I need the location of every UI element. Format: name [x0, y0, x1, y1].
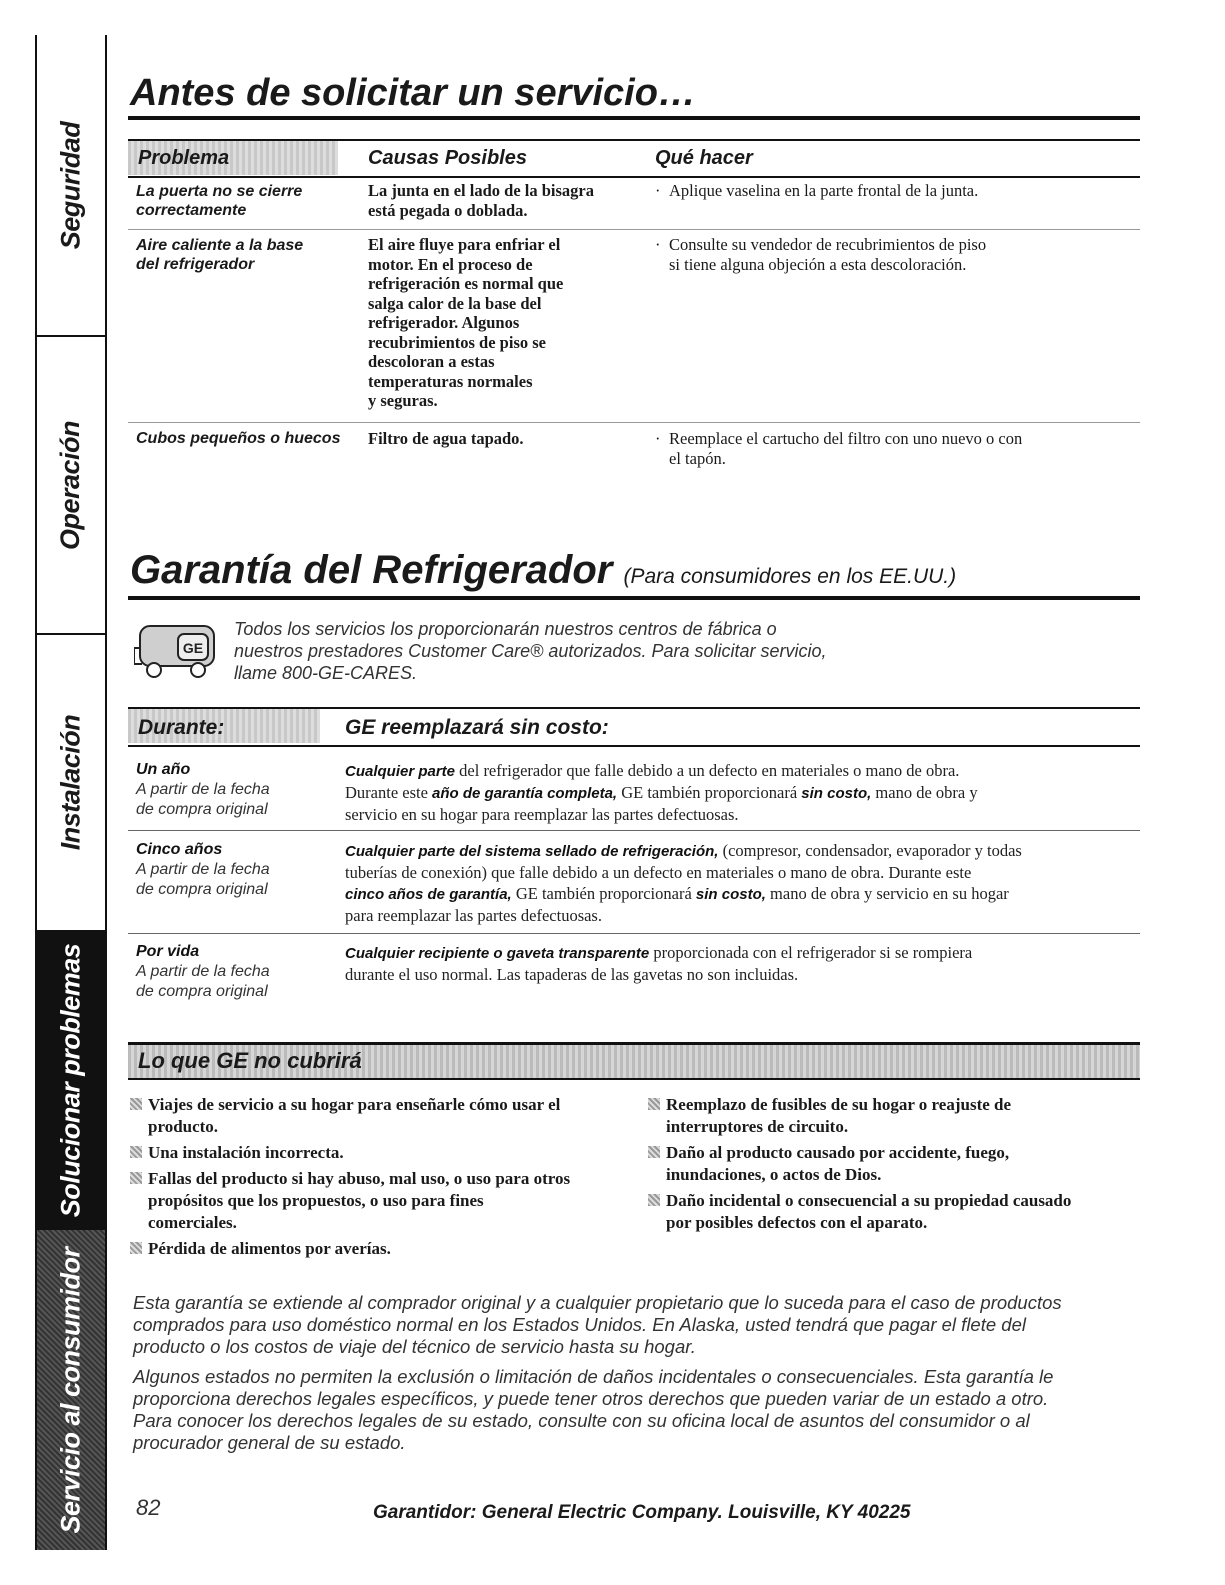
not-covered-item: [130, 1142, 630, 1164]
intro-line: llame 800-GE-CARES.: [234, 663, 418, 683]
todo-line: · Consulte su vendedor de recubrimientos de piso: [655, 235, 1125, 255]
item-line: Reemplazo de fusibles de su hogar o reajuste de: [666, 1095, 1012, 1114]
header-rule: [128, 745, 1140, 747]
item-line: Viajes de servicio a su hogar para enseñarle cómo usar el: [148, 1095, 561, 1114]
problem-line: correctamente: [136, 202, 247, 219]
item-line: Una instalación incorrecta.: [148, 1143, 344, 1162]
row-rule: [128, 229, 1140, 230]
para-line: Algunos estados no permiten la exclusión o limitación de daños incidentales o consecuenciales. Esta garantía le: [133, 1366, 1054, 1387]
item-line: propósitos que los propuestos, o uso para fines: [148, 1191, 484, 1210]
coverage-line: [345, 905, 1135, 926]
item-line: Pérdida de alimentos por averías.: [148, 1239, 391, 1258]
cause-line: La junta en el lado de la bisagra: [368, 181, 594, 200]
cause-line: descoloran a estas: [368, 352, 495, 371]
guarantor-line: Garantidor: General Electric Company. Louisville, KY 40225: [373, 1502, 911, 1523]
cause-cell: [368, 181, 618, 220]
todo-line: el tapón.: [669, 448, 726, 468]
period-note: A partir de la fecha: [136, 963, 270, 980]
intro-line: Todos los servicios los proporcionarán nuestros centros de fábrica o: [234, 619, 777, 639]
legal-rights-paragraph: [133, 1366, 1143, 1454]
period-label: Cinco años: [136, 841, 223, 858]
row-rule: [128, 933, 1140, 934]
coverage-keyword: cinco años de garantía,: [345, 886, 512, 903]
todo-cell: [655, 181, 1125, 201]
para-line: producto o los costos de viaje del técnico de servicio hasta su hogar.: [133, 1336, 696, 1357]
coverage-text: tuberías de conexión) que falle debido a un defecto en materiales o mano de obra. Durante este: [345, 863, 972, 882]
coverage-keyword: sin costo,: [801, 785, 872, 802]
coverage-text: para reemplazar las partes defectuosas.: [345, 906, 602, 925]
cause-line: recubrimientos de piso se: [368, 332, 546, 352]
problem-line: Aire caliente a la base: [136, 237, 304, 254]
warranty-rule: [128, 596, 1140, 600]
not-covered-item: [130, 1094, 630, 1138]
intro-line: nuestros prestadores Customer Care® autorizados. Para solicitar servicio,: [234, 641, 827, 661]
coverage-line: [345, 840, 1135, 862]
tab-label: Servicio al consumidor: [55, 1246, 86, 1534]
cause-line: refrigerador. Algunos: [368, 313, 520, 332]
cause-line: está pegada o doblada.: [368, 200, 528, 220]
period-note: A partir de la fecha: [136, 861, 270, 878]
cause-line: Filtro de agua tapado.: [368, 429, 524, 448]
not-covered-title: Lo que GE no cubrirá: [138, 1048, 362, 1073]
coverage-keyword: año de garantía completa,: [432, 785, 618, 802]
coverage-cell: [345, 942, 1135, 985]
todo-line: si tiene alguna objeción a esta descoloración.: [669, 254, 967, 274]
coverage-text: proporcionada con el refrigerador si se rompiera: [649, 943, 973, 962]
para-line: Para conocer los derechos legales de su estado, consulte con su oficina local de asuntos del consumidor o al: [133, 1410, 1030, 1431]
not-covered-item: [130, 1168, 630, 1234]
not-covered-item: [130, 1238, 630, 1260]
header-during: Durante:: [138, 716, 225, 739]
tab-label: Instalación: [55, 714, 86, 851]
coverage-keyword: Cualquier parte del sistema sellado de refrigeración,: [345, 843, 719, 860]
warranty-title: [130, 548, 956, 593]
coverage-line: [345, 942, 1135, 964]
coverage-text: mano de obra y servicio en su hogar: [765, 884, 1009, 903]
tab-operacion[interactable]: [37, 337, 105, 633]
tab-servicio-al-consumidor[interactable]: [37, 1230, 105, 1550]
coverage-keyword: Cualquier recipiente o gaveta transparente: [345, 945, 650, 962]
header-causes: Causas Posibles: [368, 147, 527, 169]
item-line: Daño al producto causado por accidente, fuego,: [666, 1143, 1010, 1162]
item-line: comerciales.: [148, 1213, 237, 1232]
period-cell: [136, 942, 270, 1002]
coverage-keyword: Cualquier parte: [345, 763, 456, 780]
tab-seguridad[interactable]: [37, 35, 105, 335]
cause-line: temperaturas normales: [368, 371, 533, 391]
period-cell: [136, 760, 270, 820]
coverage-text: Durante este: [345, 783, 433, 802]
header-problem: Problema: [138, 147, 230, 169]
period-cell: [136, 840, 270, 900]
coverage-cell: [345, 840, 1135, 926]
todo-line: · Reemplace el cartucho del filtro con uno nuevo o con: [655, 429, 1125, 449]
period-note: A partir de la fecha: [136, 781, 270, 798]
coverage-line: [345, 804, 1135, 825]
warranty-subtitle: (Para consumidores en los EE.UU.): [623, 565, 957, 588]
bullet-square-icon: [130, 1242, 142, 1254]
cause-line: El aire fluye para enfriar el: [368, 235, 561, 254]
problem-cell: [136, 429, 340, 448]
tab-solucionar-problemas[interactable]: [37, 930, 105, 1230]
cause-cell: [368, 429, 618, 449]
tab-label: Solucionar problemas: [55, 943, 86, 1217]
coverage-line: [345, 760, 1135, 782]
bullet-square-icon: [648, 1146, 660, 1158]
todo-cell: [655, 429, 1125, 468]
not-covered-item: [648, 1142, 1138, 1186]
coverage-text: mano de obra y: [871, 783, 978, 802]
header-todo: Qué hacer: [655, 147, 753, 169]
item-line: producto.: [148, 1117, 219, 1136]
item-line: por posibles defectos con el aparato.: [666, 1213, 928, 1232]
row-rule: [128, 422, 1140, 423]
coverage-text: GE también proporcionará: [511, 884, 696, 903]
warranty-title-text: Garantía del Refrigerador: [130, 548, 613, 592]
item-line: Daño incidental o consecuencial a su propiedad causado: [666, 1191, 1072, 1210]
problem-cell: [136, 182, 302, 220]
para-line: proporciona derechos legales específicos, y puede tener otros derechos que pueden variar de un estado a otro.: [133, 1388, 1049, 1409]
problem-line: del refrigerador: [136, 256, 255, 273]
item-line: inundaciones, o actos de Dios.: [666, 1165, 882, 1184]
cause-line: motor. En el proceso de: [368, 254, 533, 274]
tab-label: Operación: [55, 420, 86, 550]
coverage-text: servicio en su hogar para reemplazar las partes defectuosas.: [345, 805, 739, 824]
page-title: Antes de solicitar un servicio…: [130, 72, 696, 114]
tab-label: Seguridad: [55, 121, 86, 249]
page-number: 82: [136, 1495, 161, 1520]
title-rule: [128, 116, 1140, 120]
para-line: procurador general de su estado.: [133, 1432, 406, 1453]
coverage-line: [345, 964, 1135, 985]
coverage-line: [345, 883, 1135, 905]
not-covered-banner: [128, 1042, 1140, 1080]
coverage-keyword: sin costo,: [695, 886, 766, 903]
para-line: comprados para uso doméstico normal en los Estados Unidos. En Alaska, usted tendrá que pagar el flete del: [133, 1314, 1026, 1335]
coverage-text: GE también proporcionará: [617, 783, 802, 802]
not-covered-item: [648, 1190, 1138, 1234]
bullet-square-icon: [648, 1194, 660, 1206]
coverage-text: durante el uso normal. Las tapaderas de las gavetas no son incluidas.: [345, 965, 799, 984]
warranty-extent-paragraph: [133, 1292, 1143, 1358]
period-note: de compra original: [136, 983, 268, 1000]
para-line: Esta garantía se extiende al comprador original y a cualquier propietario que lo suceda para el caso de productos: [133, 1292, 1062, 1313]
coverage-line: [345, 782, 1135, 804]
item-line: Fallas del producto si hay abuso, mal uso, o uso para otros: [148, 1169, 571, 1188]
bullet-square-icon: [130, 1098, 142, 1110]
cause-line: y seguras.: [368, 391, 438, 410]
bullet-square-icon: [130, 1172, 142, 1184]
not-covered-left: [130, 1094, 630, 1264]
row-rule: [128, 830, 1140, 831]
cause-line: refrigeración es normal que: [368, 274, 564, 293]
problem-cell: [136, 236, 303, 274]
not-covered-item: [648, 1094, 1138, 1138]
coverage-line: [345, 862, 1135, 883]
not-covered-right: [648, 1094, 1138, 1238]
header-replace: GE reemplazará sin costo:: [345, 716, 609, 739]
bullet-square-icon: [130, 1146, 142, 1158]
todo-cell: [655, 235, 1125, 274]
service-truck-icon: [134, 618, 220, 682]
cause-line: salga calor de la base del: [368, 293, 542, 313]
todo-line: · Aplique vaselina en la parte frontal de la junta.: [655, 181, 1125, 201]
tab-instalacion[interactable]: [37, 635, 105, 930]
cause-cell: [368, 235, 618, 411]
coverage-cell: [345, 760, 1135, 825]
svg-text:GE: GE: [182, 640, 204, 656]
coverage-text: del refrigerador que falle debido a un defecto en materiales o mano de obra.: [455, 761, 960, 780]
header-rule: [128, 176, 1140, 178]
section-tabs: [35, 35, 107, 1550]
period-label: Un año: [136, 761, 191, 778]
period-note: de compra original: [136, 801, 268, 818]
period-note: de compra original: [136, 881, 268, 898]
coverage-text: (compresor, condensador, evaporador y todas: [718, 841, 1022, 860]
bullet-square-icon: [648, 1098, 660, 1110]
item-line: interruptores de circuito.: [666, 1117, 849, 1136]
problem-line: La puerta no se cierre: [136, 183, 303, 200]
period-label: Por vida: [136, 943, 200, 960]
service-intro: [234, 618, 934, 684]
problem-line: Cubos pequeños o huecos: [136, 430, 341, 447]
